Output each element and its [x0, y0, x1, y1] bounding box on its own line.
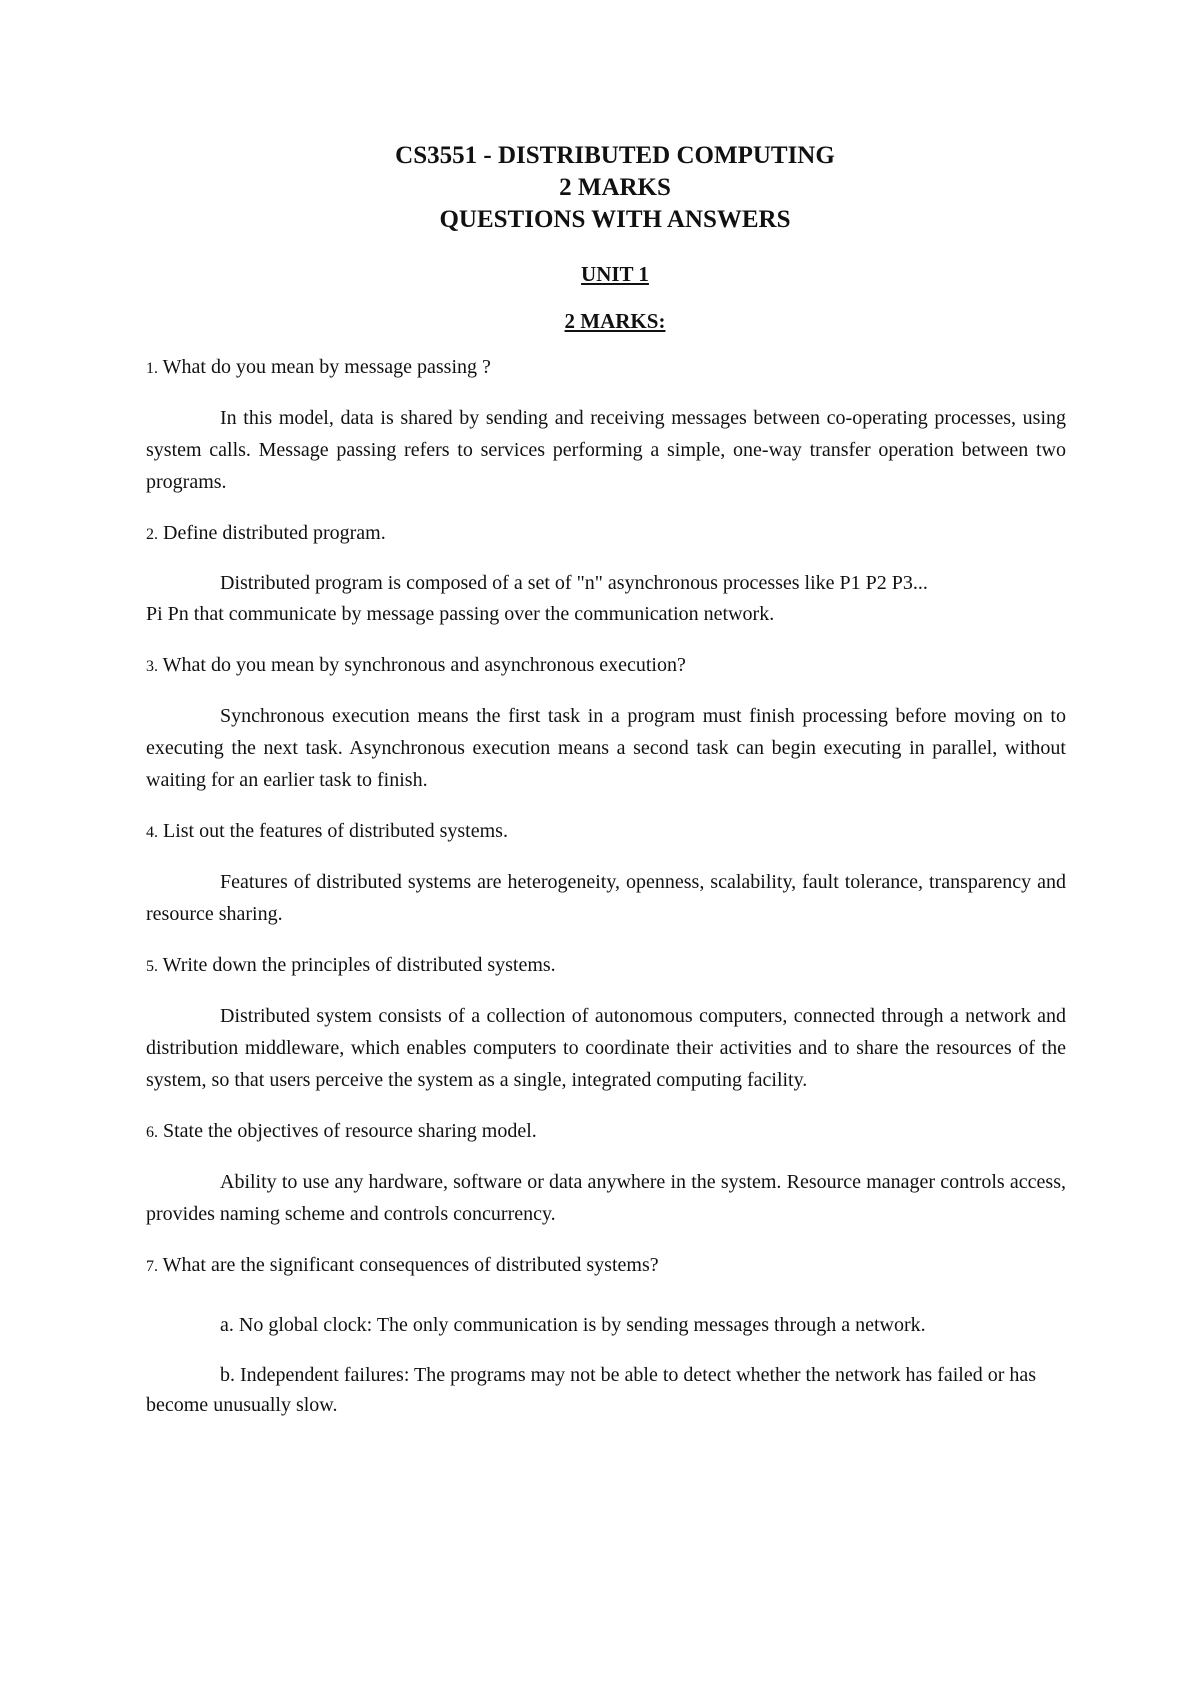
- answer-sub-item-a: a. No global clock: The only communication is by sending messages through a network.: [220, 1314, 926, 1336]
- question-number: 4.: [146, 824, 158, 841]
- answer-text: Features of distributed systems are heterogeneity, openness, scalability, fault tolerance, transparency and resource sharing.: [146, 871, 1066, 925]
- question-number: 5.: [146, 958, 158, 975]
- question-number: 1.: [146, 360, 158, 377]
- question-block-5: [146, 952, 1066, 1096]
- question-text: [146, 354, 1066, 382]
- question-label: Write down the principles of distributed systems.: [162, 954, 556, 976]
- answer-sub-item-b: b. Independent failures: The programs may not be able to detect whether the network has failed or has become unusually slow.: [146, 1364, 1037, 1416]
- question-label: State the objectives of resource sharing model.: [163, 1120, 537, 1142]
- question-label: What do you mean by message passing ?: [162, 356, 491, 378]
- answer-continuation: Pi Pn that communicate by message passing over the communication network.: [146, 603, 775, 625]
- answer-text: Ability to use any hardware, software or data anywhere in the system. Resource manager controls access, provides naming scheme and controls concurrency.: [146, 1171, 1066, 1225]
- question-number: 2.: [146, 526, 158, 543]
- unit-heading: UNIT 1: [581, 262, 649, 286]
- question-block-7: [146, 1252, 1066, 1420]
- question-text: [146, 818, 1066, 846]
- title-line-1: CS3551 - DISTRIBUTED COMPUTING: [395, 142, 835, 169]
- answer-text: Distributed system consists of a collection of autonomous computers, connected through a network and distribution middleware, which enables computers to coordinate their activities and to share the resources of the system, so that users perceive the system as a single, integrated computing facility.: [146, 1005, 1066, 1091]
- marks-heading: 2 MARKS:: [564, 309, 666, 333]
- document-page: [146, 140, 1066, 1420]
- title-line-3: QUESTIONS WITH ANSWERS: [439, 206, 791, 233]
- question-text: [146, 952, 1066, 980]
- question-number: 3.: [146, 658, 158, 675]
- answer-text: Distributed program is composed of a set of "n" asynchronous processes like P1 P2 P3...: [220, 572, 928, 594]
- question-block-2: [146, 520, 1066, 630]
- answer-text: In this model, data is shared by sending and receiving messages between co-operating processes, using system calls. Message passing refers to services performing a simple, one-way transfer operation between two programs.: [146, 407, 1066, 493]
- answer-text: Synchronous execution means the first task in a program must finish processing before moving on to executing the next task. Asynchronous execution means a second task can begin executing in parallel, without waiting for an earlier task to finish.: [146, 705, 1066, 791]
- question-text: [146, 1118, 1066, 1146]
- question-text: [146, 1252, 1066, 1280]
- question-text: [146, 520, 1066, 548]
- question-block-6: [146, 1118, 1066, 1230]
- question-label: What are the significant consequences of distributed systems?: [162, 1254, 659, 1276]
- question-label: What do you mean by synchronous and asynchronous execution?: [162, 654, 686, 676]
- document-title: [164, 140, 1066, 236]
- question-block-3: [146, 652, 1066, 796]
- title-line-2: 2 MARKS: [559, 174, 671, 201]
- question-block-1: [146, 354, 1066, 498]
- question-label: Define distributed program.: [163, 522, 386, 544]
- question-label: List out the features of distributed systems.: [163, 820, 508, 842]
- question-text: [146, 652, 1066, 680]
- question-block-4: [146, 818, 1066, 930]
- question-number: 6.: [146, 1124, 158, 1141]
- question-number: 7.: [146, 1258, 158, 1275]
